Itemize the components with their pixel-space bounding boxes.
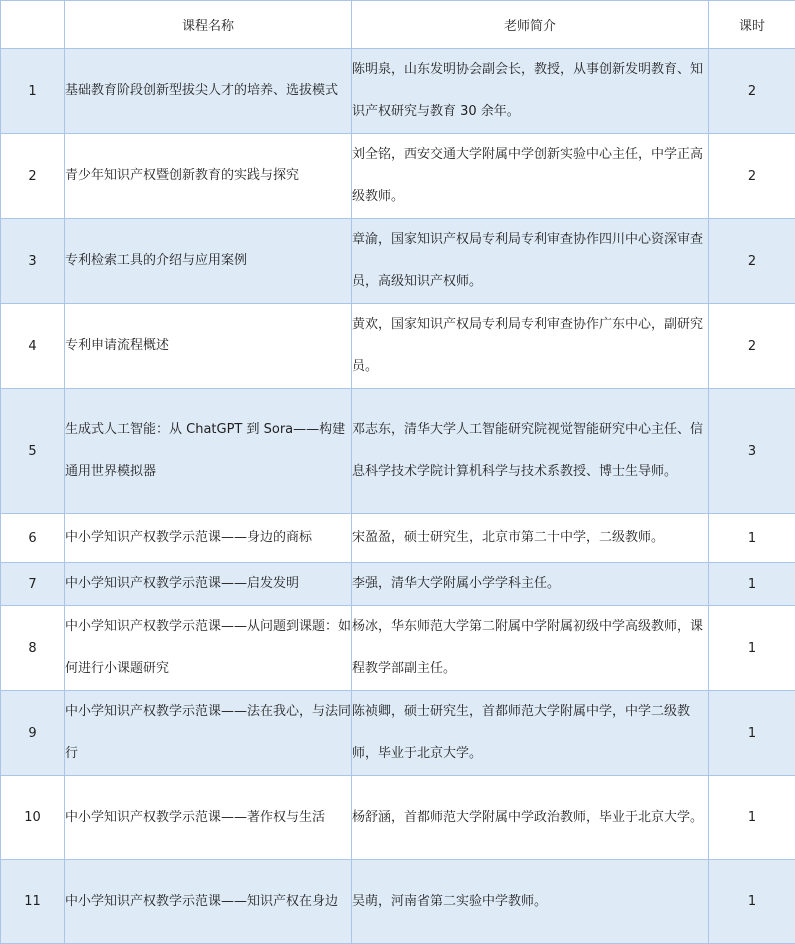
- teacher-bio: 宋盈盈，硕士研究生，北京市第二十中学，二级教师。: [352, 514, 709, 563]
- teacher-bio: 邓志东，清华大学人工智能研究院视觉智能研究中心主任、信息科学技术学院计算机科学与技术系教授、博士生导师。: [352, 389, 709, 514]
- header-index: [1, 1, 65, 49]
- course-hours: 1: [709, 563, 795, 606]
- row-number: 8: [1, 606, 65, 691]
- course-name: 基础教育阶段创新型拔尖人才的培养、选拔模式: [65, 49, 352, 134]
- course-hours: 2: [709, 219, 795, 304]
- table-row: [1, 219, 795, 304]
- row-number: 4: [1, 304, 65, 389]
- course-hours: 2: [709, 49, 795, 134]
- row-number: 5: [1, 389, 65, 514]
- row-number: 9: [1, 691, 65, 776]
- course-hours: 2: [709, 304, 795, 389]
- table-row: [1, 304, 795, 389]
- header-row: [1, 1, 795, 49]
- row-number: 11: [1, 860, 65, 944]
- teacher-bio: 吴萌，河南省第二实验中学教师。: [352, 860, 709, 944]
- header-teacher-bio: 老师简介: [352, 1, 709, 49]
- course-name: 专利申请流程概述: [65, 304, 352, 389]
- course-hours: 1: [709, 514, 795, 563]
- header-course-name: 课程名称: [65, 1, 352, 49]
- teacher-bio: 章渝，国家知识产权局专利局专利审查协作四川中心资深审查员，高级知识产权师。: [352, 219, 709, 304]
- table-row: [1, 563, 795, 606]
- course-hours: 1: [709, 606, 795, 691]
- teacher-bio: 刘全铭，西安交通大学附属中学创新实验中心主任，中学正高级教师。: [352, 134, 709, 219]
- teacher-bio: 杨冰，华东师范大学第二附属中学附属初级中学高级教师，课程教学部副主任。: [352, 606, 709, 691]
- course-name: 专利检索工具的介绍与应用案例: [65, 219, 352, 304]
- course-name: 中小学知识产权教学示范课——著作权与生活: [65, 776, 352, 860]
- teacher-bio: 黄欢，国家知识产权局专利局专利审查协作广东中心，副研究员。: [352, 304, 709, 389]
- row-number: 10: [1, 776, 65, 860]
- course-name: 中小学知识产权教学示范课——启发发明: [65, 563, 352, 606]
- course-name: 中小学知识产权教学示范课——法在我心，与法同行: [65, 691, 352, 776]
- table-row: [1, 514, 795, 563]
- header-hours: 课时: [709, 1, 795, 49]
- row-number: 6: [1, 514, 65, 563]
- course-hours: 2: [709, 134, 795, 219]
- row-number: 1: [1, 49, 65, 134]
- table-row: [1, 860, 795, 944]
- course-hours: 1: [709, 860, 795, 944]
- teacher-bio: 杨舒涵，首都师范大学附属中学政治教师，毕业于北京大学。: [352, 776, 709, 860]
- table-row: [1, 776, 795, 860]
- course-hours: 1: [709, 776, 795, 860]
- course-name: 生成式人工智能：从 ChatGPT 到 Sora——构建通用世界模拟器: [65, 389, 352, 514]
- table-row: [1, 389, 795, 514]
- table-row: [1, 691, 795, 776]
- course-hours: 3: [709, 389, 795, 514]
- course-name: 中小学知识产权教学示范课——知识产权在身边: [65, 860, 352, 944]
- teacher-bio: 陈祯卿，硕士研究生，首都师范大学附属中学，中学二级教师，毕业于北京大学。: [352, 691, 709, 776]
- row-number: 7: [1, 563, 65, 606]
- teacher-bio: 李强，清华大学附属小学学科主任。: [352, 563, 709, 606]
- row-number: 3: [1, 219, 65, 304]
- row-number: 2: [1, 134, 65, 219]
- teacher-bio: 陈明泉，山东发明协会副会长，教授，从事创新发明教育、知识产权研究与教育 30 余年。: [352, 49, 709, 134]
- table-row: [1, 49, 795, 134]
- course-hours: 1: [709, 691, 795, 776]
- course-name: 中小学知识产权教学示范课——身边的商标: [65, 514, 352, 563]
- table-row: [1, 134, 795, 219]
- table-row: [1, 606, 795, 691]
- course-name: 中小学知识产权教学示范课——从问题到课题：如何进行小课题研究: [65, 606, 352, 691]
- course-name: 青少年知识产权暨创新教育的实践与探究: [65, 134, 352, 219]
